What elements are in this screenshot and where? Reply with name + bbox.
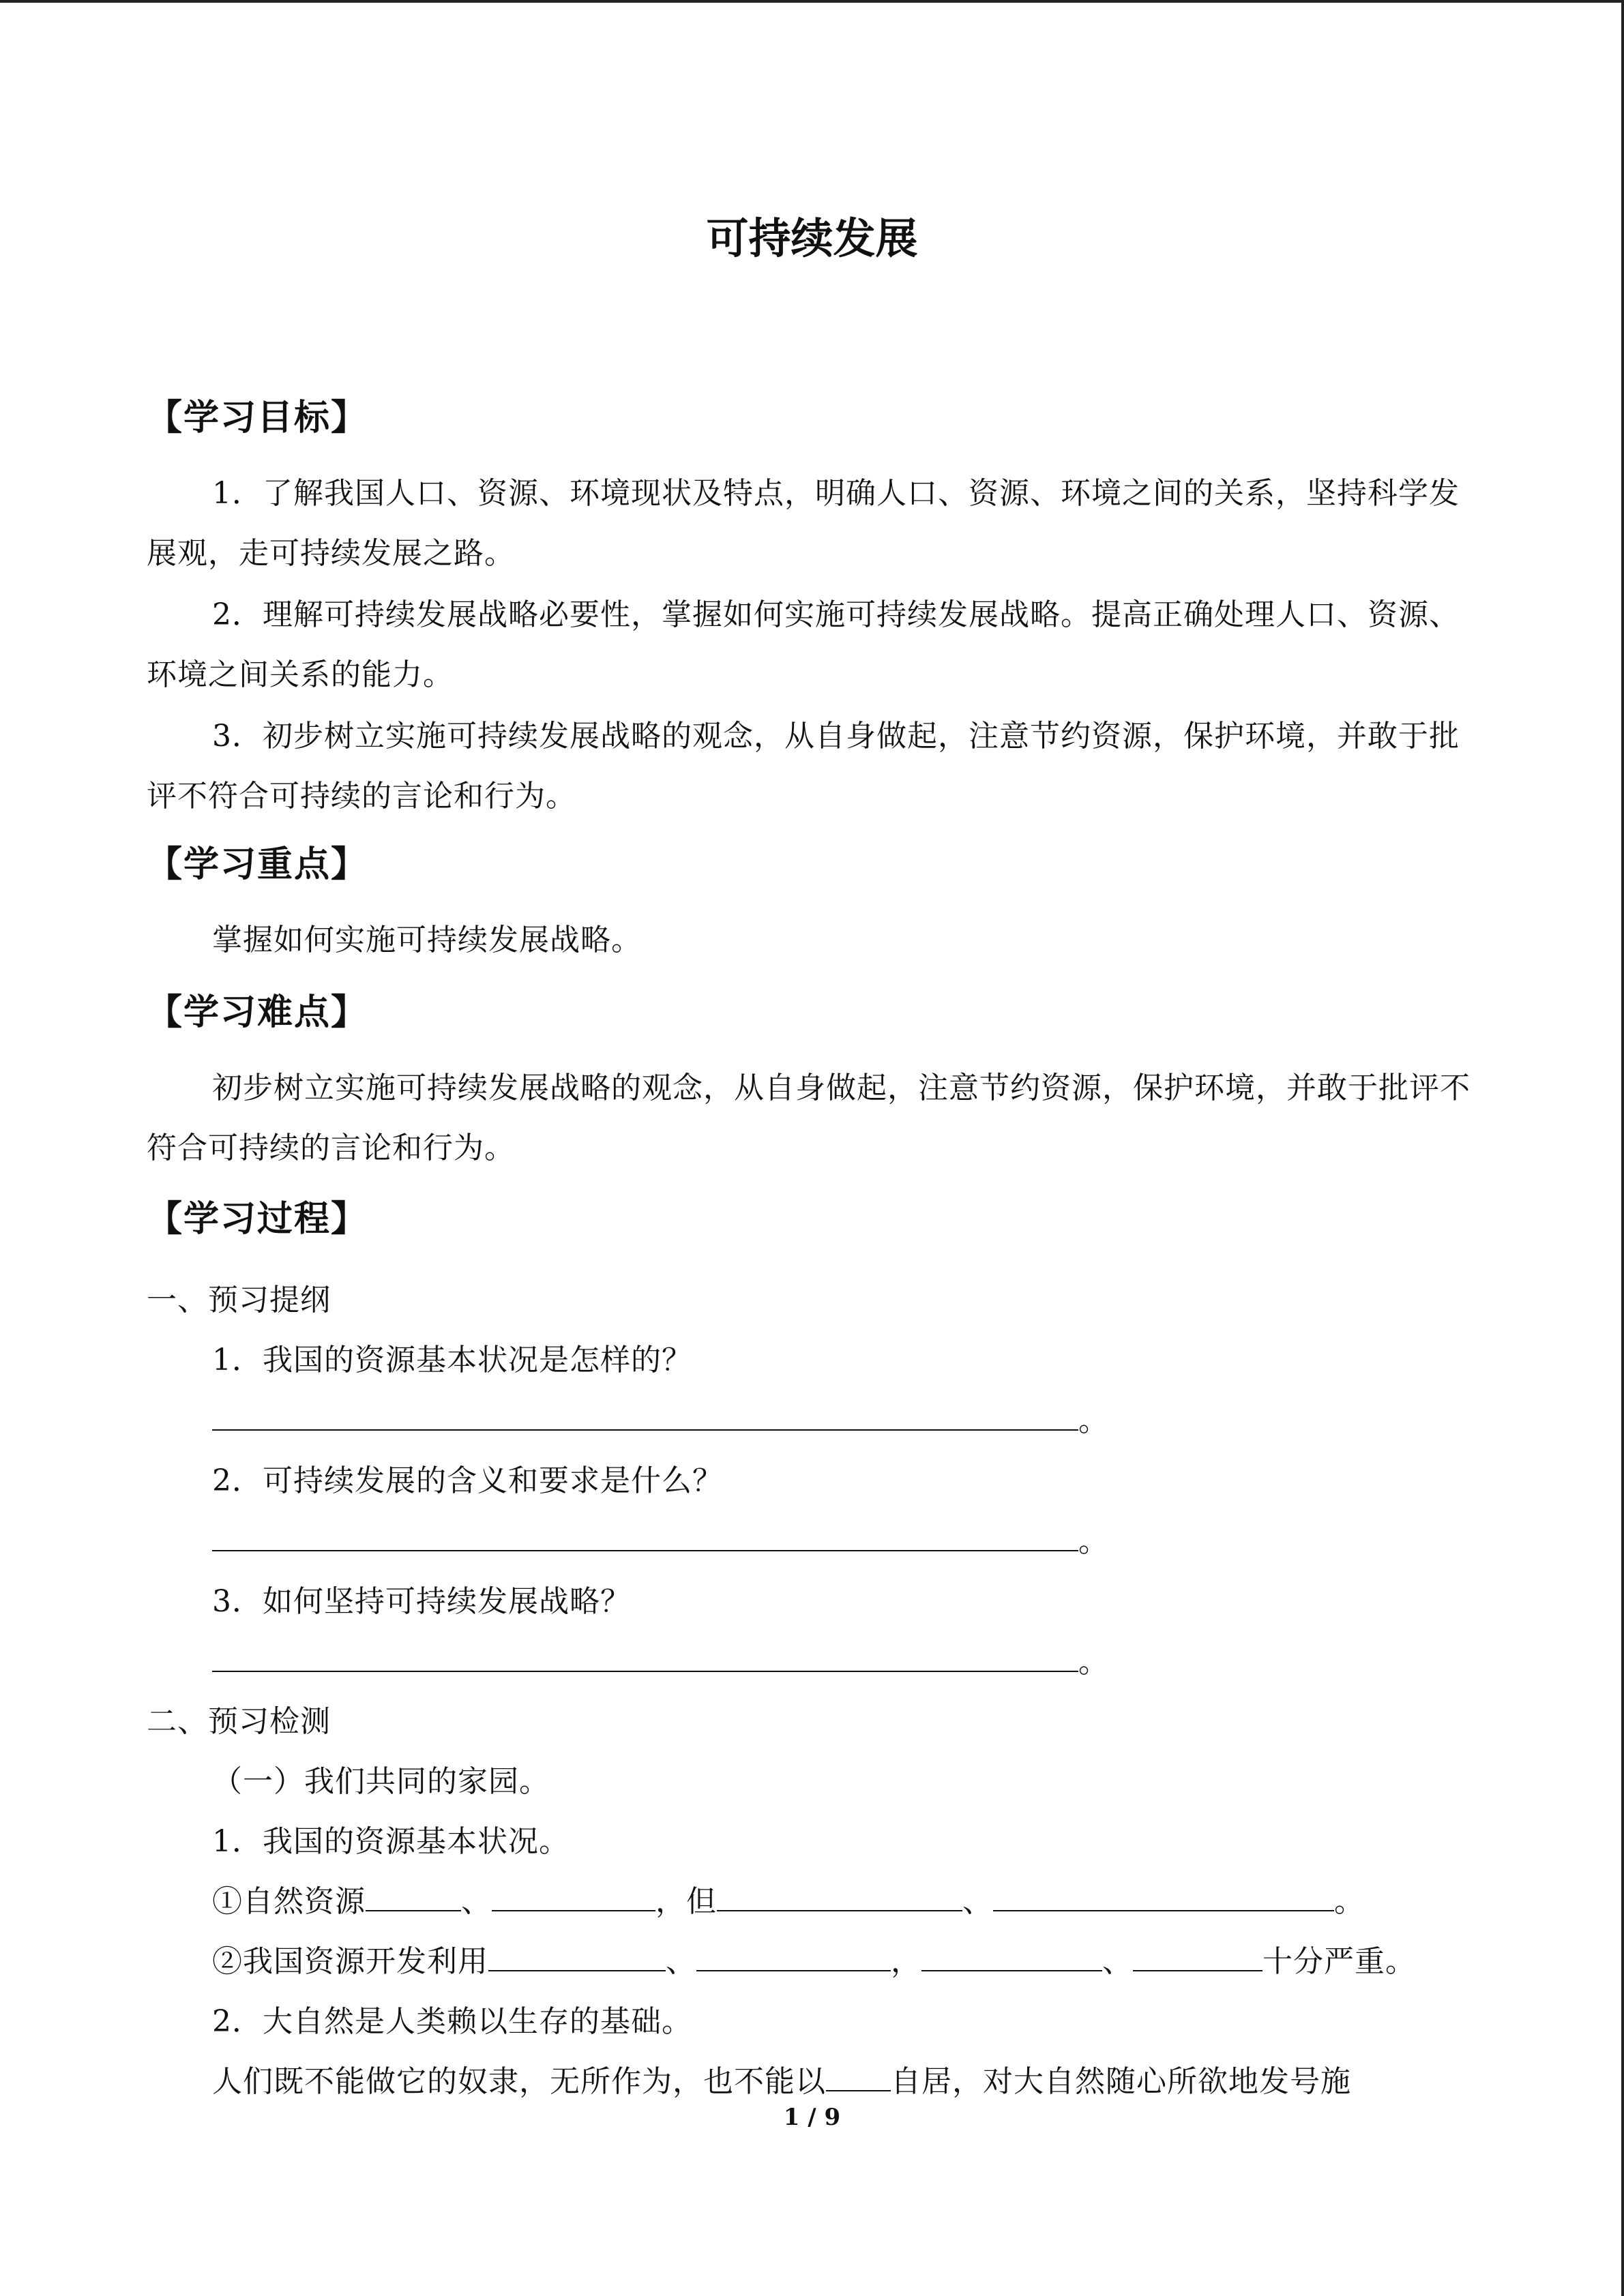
answer-blank-1[interactable]	[212, 1402, 1078, 1431]
heading-difficulty: 【学习难点】	[147, 992, 368, 1033]
check-title: 二、预习检测	[147, 1704, 331, 1739]
fill-blank[interactable]	[717, 1883, 962, 1911]
goal-1: 1．了解我国人口、资源、环境现状及特点，明确人口、资源、环境之间的关系，坚持科学发展观，走可持续发展之路。	[147, 476, 1460, 571]
fill-line-3: 人们既不能做它的奴隶，无所作为，也不能以 自居，对大自然随心所欲地发号施	[212, 2064, 1351, 2099]
goal-2: 2．理解可持续发展战略必要性，掌握如何实施可持续发展战略。提高正确处理人口、资源、环境之间关系的能力。	[147, 597, 1460, 692]
answer-blank-3[interactable]	[212, 1643, 1078, 1672]
goal-3: 3．初步树立实施可持续发展战略的观念，从自身做起，注意节约资源，保护环境，并敢于批评不符合可持续的言论和行为。	[147, 719, 1460, 814]
fill-blank[interactable]	[488, 1943, 666, 1971]
fill-blank[interactable]	[1133, 1943, 1263, 1971]
answer-line-3: 。	[212, 1637, 1109, 1681]
outline-title: 一、预习提纲	[147, 1283, 331, 1317]
check-subsection-1: （一）我们共同的家园。	[212, 1764, 550, 1799]
answer-line-2: 。	[212, 1517, 1109, 1560]
heading-process: 【学习过程】	[147, 1199, 368, 1240]
heading-goals: 【学习目标】	[147, 398, 368, 438]
fill-blank[interactable]	[921, 1943, 1102, 1971]
fill-blank[interactable]	[826, 2063, 891, 2091]
page-number: 1 / 9	[783, 2104, 841, 2131]
fill-blank[interactable]	[993, 1883, 1334, 1911]
fill-blank[interactable]	[366, 1883, 461, 1911]
right-border	[1621, 0, 1624, 2296]
key-point-text: 掌握如何实施可持续发展战略。	[212, 923, 642, 957]
fill-blank[interactable]	[696, 1943, 891, 1971]
answer-blank-2[interactable]	[212, 1523, 1078, 1551]
heading-key: 【学习重点】	[147, 844, 368, 885]
page-title: 可持续发展	[706, 213, 918, 263]
check-item-2: 2．大自然是人类赖以生存的基础。	[212, 2004, 692, 2039]
check-item-1: 1．我国的资源基本状况。	[212, 1824, 570, 1859]
top-border	[0, 0, 1624, 3]
outline-question-2: 2．可持续发展的含义和要求是什么？	[212, 1463, 723, 1498]
outline-question-3: 3．如何坚持可持续发展战略？	[212, 1584, 631, 1619]
outline-question-1: 1．我国的资源基本状况是怎样的？	[212, 1343, 692, 1377]
fill-blank[interactable]	[492, 1883, 655, 1911]
fill-line-1: ①自然资源 、 ，但 、 。	[212, 1884, 1365, 1919]
answer-line-1: 。	[212, 1396, 1109, 1440]
difficulty-text: 初步树立实施可持续发展战略的观念，从自身做起，注意节约资源，保护环境，并敢于批评不符合可持续的言论和行为。	[147, 1071, 1471, 1165]
fill-line-2: ②我国资源开发利用 、 ， 、 十分严重。	[212, 1944, 1416, 1979]
